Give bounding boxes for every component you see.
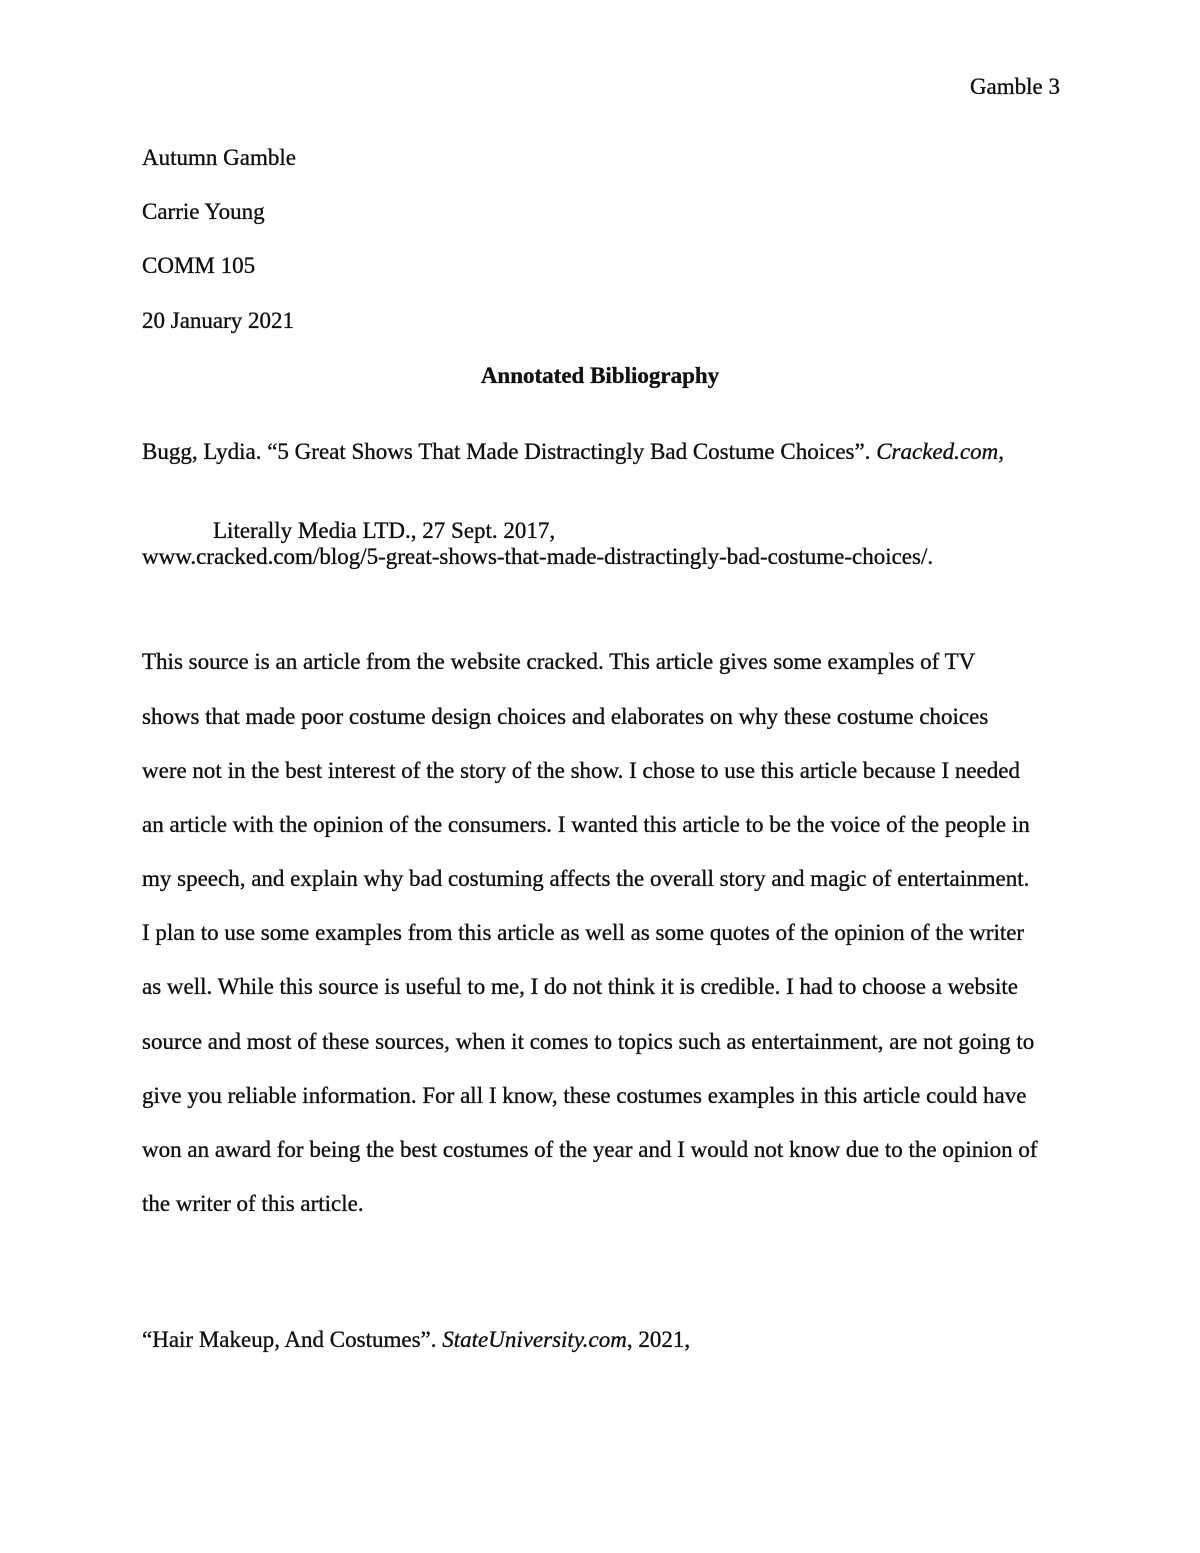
annotation-line: were not in the best interest of the story of the show. I chose to use this article because I needed bbox=[142, 758, 1020, 783]
citation-2-year: , 2021, bbox=[626, 1327, 691, 1352]
annotation-line: as well. While this source is useful to me, I do not think it is credible. I had to choose a website bbox=[142, 974, 1018, 999]
citation-2-title: “Hair Makeup, And Costumes”. bbox=[142, 1327, 443, 1352]
citation-1-url: www.cracked.com/blog/5-great-shows-that-made-distractingly-bad-costume-choices/. bbox=[142, 544, 934, 569]
citation-1-line-1 bbox=[142, 440, 1004, 463]
course-name: COMM 105 bbox=[142, 253, 256, 278]
citation-1-author-title: Bugg, Lydia. “5 Great Shows That Made Distractingly Bad Costume Choices”. bbox=[142, 439, 877, 464]
author-name: Autumn Gamble bbox=[142, 145, 296, 170]
citation-1-line-2: Literally Media LTD., 27 Sept. 2017, bbox=[213, 518, 556, 543]
running-head: Gamble 3 bbox=[969, 74, 1060, 99]
annotation-line: This source is an article from the website cracked. This article gives some examples of TV bbox=[142, 649, 976, 674]
citation-2-container: StateUniversity.com bbox=[442, 1327, 627, 1352]
instructor-name: Carrie Young bbox=[142, 199, 265, 224]
annotation-line: the writer of this article. bbox=[142, 1191, 364, 1216]
annotation-line: give you reliable information. For all I know, these costumes examples in this article could have bbox=[142, 1083, 1027, 1108]
annotation-line: source and most of these sources, when it comes to topics such as entertainment, are not going to bbox=[142, 1029, 1035, 1054]
citation-1-punctuation: , bbox=[998, 439, 1004, 464]
citation-2-line-1 bbox=[142, 1328, 690, 1351]
annotation-line: my speech, and explain why bad costuming affects the overall story and magic of entertainment. bbox=[142, 866, 1030, 891]
citation-1-container: Cracked.com bbox=[876, 439, 999, 464]
annotation-line: won an award for being the best costumes of the year and I would not know due to the opinion of bbox=[142, 1137, 1038, 1162]
annotation-line: shows that made poor costume design choices and elaborates on why these costume choices bbox=[142, 704, 989, 729]
document-date: 20 January 2021 bbox=[142, 308, 295, 333]
annotation-line: I plan to use some examples from this article as well as some quotes of the opinion of the writer bbox=[142, 920, 1025, 945]
annotation-line: an article with the opinion of the consumers. I wanted this article to be the voice of the people in bbox=[142, 812, 1030, 837]
document-title: Annotated Bibliography bbox=[480, 363, 720, 388]
